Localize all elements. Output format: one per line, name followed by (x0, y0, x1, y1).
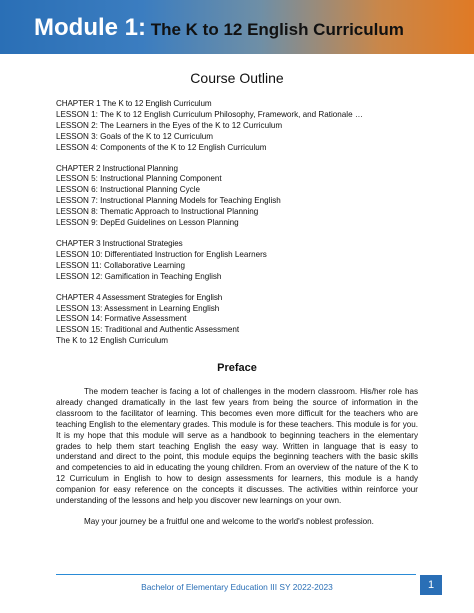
chapter-title: CHAPTER 3 Instructional Strategies (56, 238, 183, 248)
lesson-item: LESSON 4: Components of the K to 12 English Curriculum (56, 142, 267, 152)
lesson-item: LESSON 9: DepEd Guidelines on Lesson Planning (56, 218, 239, 228)
lesson-item: The K to 12 English Curriculum (56, 336, 169, 346)
lesson-item: LESSON 11: Collaborative Learning (56, 260, 185, 270)
footer-divider (56, 574, 416, 575)
lesson-item: LESSON 1: The K to 12 English Curriculum Philosophy, Framework, and Rationale … (56, 109, 363, 119)
chapter-title: CHAPTER 4 Assessment Strategies for English (56, 292, 223, 302)
page-number: 1 (420, 575, 442, 595)
lesson-item: LESSON 5: Instructional Planning Component (56, 174, 222, 184)
chapter-2 (56, 164, 426, 229)
chapter-title: CHAPTER 1 The K to 12 English Curriculum (56, 99, 212, 108)
chapter-title: CHAPTER 2 Instructional Planning (56, 163, 178, 173)
chapter-4 (56, 293, 426, 348)
lesson-item: LESSON 7: Instructional Planning Models for Teaching English (56, 196, 281, 206)
lesson-item: LESSON 3: Goals of the K to 12 Curriculum (56, 131, 213, 141)
preface-body (56, 387, 418, 528)
lesson-item: LESSON 15: Traditional and Authentic Assessment (56, 325, 240, 335)
lesson-item: LESSON 2: The Learners in the Eyes of the K to 12 Curriculum (56, 120, 283, 130)
module-heading (34, 14, 404, 42)
course-outline (56, 99, 426, 347)
course-outline-title: Course Outline (190, 70, 284, 86)
module-title: The K to 12 English Curriculum (146, 20, 404, 39)
preface-paragraph: The modern teacher is facing a lot of challenges in the modern classroom. His/her role has already changed dramatically in the last few years from being the source of information in the classroom to the facilitator of learning. This becomes even more difficult for the teachers who are teaching English to the elementary grades. This module is for these teachers. This module is for you. It is my hope that this module will serve as a handbook to beginning teachers in the elementary grades to help them start teaching English the easy way. Written in language that is easy to understand and direct to the point, this module equips the beginning teachers with the basic skills and competencies to aid in educating the young children. From an overview of the nature of the K to 12 Curriculum in English to how to design assessments for learners, this module is a handy companion for easy reference on the concepts it discusses. The activities within reinforce your understanding of the lessons and help you discover new learnings on your own. (56, 387, 418, 506)
chapter-1 (56, 99, 426, 154)
module-label: Module 1: (34, 14, 146, 41)
lesson-item: LESSON 8: Thematic Approach to Instructional Planning (56, 207, 259, 217)
lesson-item: LESSON 13: Assessment in Learning English (56, 303, 220, 313)
preface-title: Preface (217, 362, 257, 374)
lesson-item: LESSON 14: Formative Assessment (56, 314, 187, 324)
preface-closing: May your journey be a fruitful one and welcome to the world's noblest profession. (84, 516, 374, 526)
lesson-item: LESSON 10: Differentiated Instruction for English Learners (56, 249, 267, 259)
lesson-item: LESSON 12: Gamification in Teaching English (56, 271, 222, 281)
chapter-3 (56, 239, 426, 283)
header-banner (0, 0, 474, 54)
footer-text: Bachelor of Elementary Education III SY 2022-2023 (141, 582, 333, 592)
lesson-item: LESSON 6: Instructional Planning Cycle (56, 185, 200, 195)
